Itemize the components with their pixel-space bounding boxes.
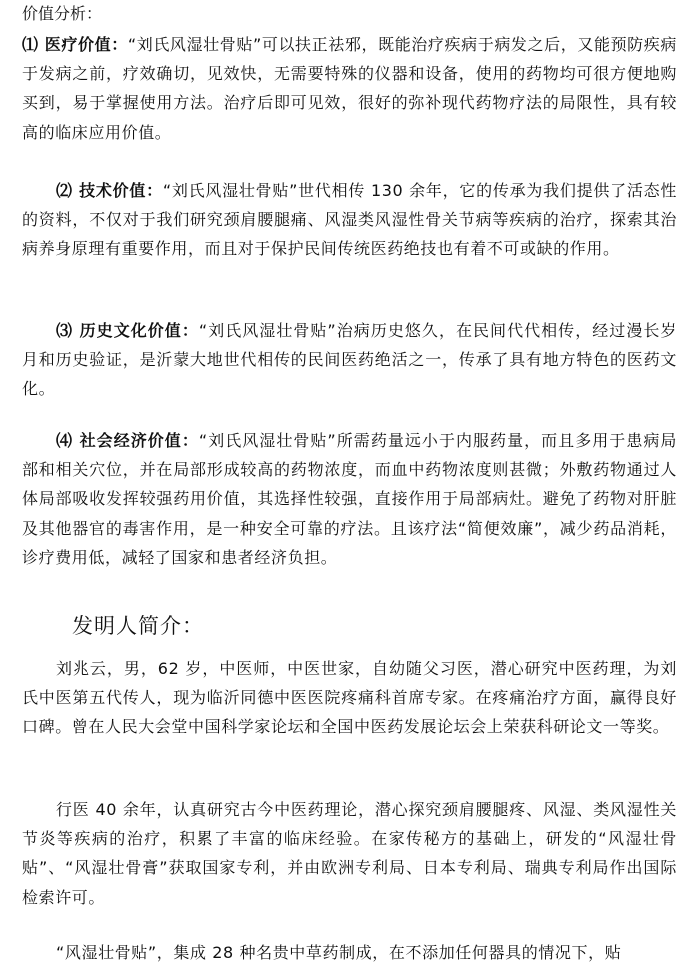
medical-value-label: ⑴ 医疗价值： [22, 35, 128, 54]
socio-economic-value-text: “刘氏风湿壮骨贴”所需药量远小于内服药量，而且多用于患病局部和相关穴位，并在局部形成较高的药物浓度，而血中药物浓度则甚微；外敷药物通过人体局部吸收发挥较强药用价值，其选择性较强，直接作用于局部病灶。避免了药物对肝脏及其他器官的毒害作用，是一种安全可靠的疗法。且该疗法“简便效廉”，减少药品消耗，诊疗费用低，减轻了国家和患者经济负担。 [22, 431, 677, 567]
inventor-bio-paragraph: 刘兆云，男，62 岁，中医师，中医世家，自幼随父习医，潜心研究中医药理，为刘氏中医第五代传人，现为临沂同德中医医院疼痛科首席专家。在疼痛治疗方面，赢得良好口碑。曾在人民大会堂中国科学家论坛和全国中医药发展论坛会上荣获科研论文一等奖。 [22, 659, 677, 737]
technical-value-label: ⑵ 技术价值： [56, 181, 163, 200]
value-analysis-heading: 价值分析： [22, 4, 103, 23]
inventor-intro-heading: 发明人简介： [72, 614, 204, 638]
medical-value-paragraph [22, 30, 677, 147]
technical-value-text: “刘氏风湿壮骨贴”世代相传 130 余年，它的传承为我们提供了活态性的资料，不仅对于我们研究颈肩腰腿痛、风湿类风湿性骨关节病等疾病的治疗，探索其治病养身原理有重要作用，而且对于保护民间传统医药绝技也有着不可或缺的作用。 [22, 181, 677, 259]
history-culture-value-label: ⑶ 历史文化价值： [56, 321, 199, 340]
technical-value-paragraph [22, 176, 677, 264]
socio-economic-value-label: ⑷ 社会经济价值： [56, 431, 199, 450]
product-intro-paragraph: “风湿壮骨贴”，集成 28 种名贵中草药制成，在不添加任何器具的情况下，贴 [56, 943, 622, 962]
history-culture-value-paragraph [22, 316, 677, 404]
socio-economic-value-paragraph [22, 426, 677, 572]
medical-value-text: “刘氏风湿壮骨贴”可以扶正祛邪，既能治疗疾病于病发之后，又能预防疾病于发病之前，疗效确切，见效快，无需要特殊的仪器和设备，使用的药物均可很方便地购买到，易于掌握使用方法。治疗后即可见效，很好的弥补现代药物疗法的局限性，具有较高的临床应用价值。 [22, 35, 677, 142]
history-culture-value-text: “刘氏风湿壮骨贴”治病历史悠久，在民间代代相传，经过漫长岁月和历史验证，是沂蒙大地世代相传的民间医药绝活之一，传承了具有地方特色的医药文化。 [22, 321, 677, 399]
inventor-experience-paragraph: 行医 40 余年，认真研究古今中医药理论，潜心探究颈肩腰腿疼、风湿、类风湿性关节炎等疾病的治疗，积累了丰富的临床经验。在家传秘方的基础上，研发的“风湿壮骨贴”、“风湿壮骨膏”获取国家专利，并由欧洲专利局、日本专利局、瑞典专利局作出国际检索许可。 [22, 800, 677, 907]
